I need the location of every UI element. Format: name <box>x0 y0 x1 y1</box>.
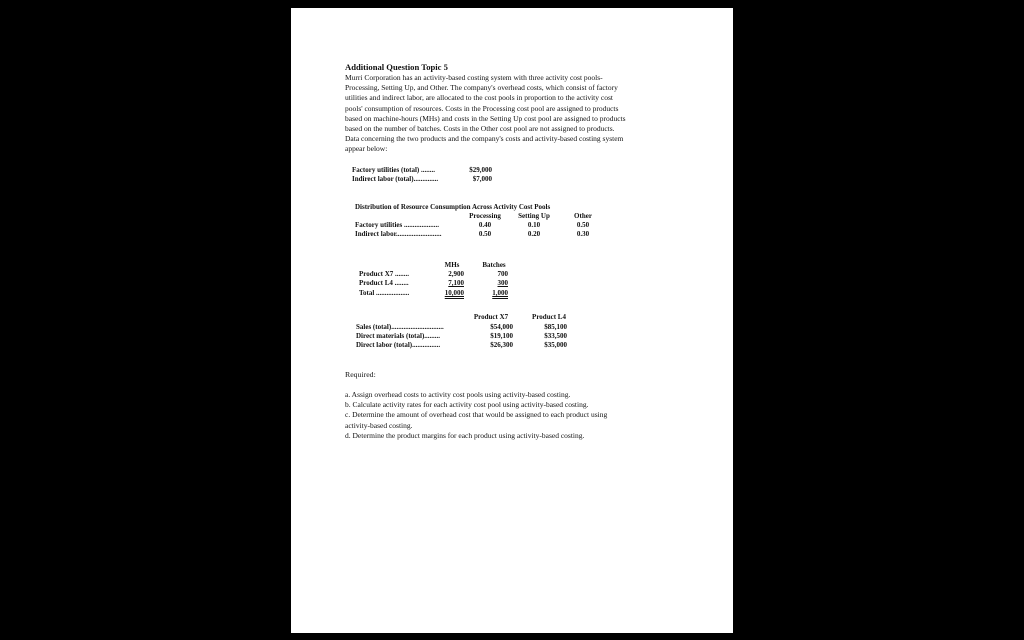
activity-cell: 2,900 <box>448 270 464 278</box>
product-cell: $26,300 <box>490 341 513 349</box>
required-item: a. Assign overhead costs to activity cost pools using activity-based costing. <box>345 390 571 399</box>
distribution-cell: 0.50 <box>478 230 492 238</box>
required-list <box>345 390 675 441</box>
intro-line: Processing, Setting Up, and Other. The company's overhead costs, which consist of factory <box>345 83 618 93</box>
activity-cell: 7,100 <box>448 279 464 287</box>
activity-row-label: Product L4 ........ <box>359 279 409 287</box>
activity-cell: 300 <box>497 279 508 287</box>
intro-line: pools' consumption of resources. Costs in the Processing cost pool are assigned to products <box>345 103 619 113</box>
column-header: Product L4 <box>532 313 566 321</box>
required-heading: Required: <box>345 370 376 379</box>
intro-line: Data concerning the two products and the company's costs and activity-based costing system <box>345 134 624 144</box>
document-page <box>291 8 733 633</box>
intro-line: based on the number of batches. Costs in the Other cost pool are not assigned to products. <box>345 124 615 134</box>
distribution-row-label: Indirect labor.......................... <box>355 230 442 238</box>
activity-cell: 10,000 <box>444 289 464 297</box>
required-item: c. Determine the amount of overhead cost that would be assigned to each product using <box>345 410 608 420</box>
overhead-row-value: $7,000 <box>472 175 492 183</box>
overhead-row-label: Factory utilities (total) ........ <box>352 166 436 174</box>
distribution-cell: 0.30 <box>576 230 590 238</box>
product-cell: $19,100 <box>490 332 513 340</box>
intro-paragraph <box>345 73 685 155</box>
required-item: d. Determine the product margins for each product using activity-based costing. <box>345 430 585 440</box>
column-header: Batches <box>482 261 506 269</box>
product-cell: $35,000 <box>544 341 567 349</box>
column-header: Setting Up <box>518 212 550 220</box>
distribution-row-label: Factory utilities .................... <box>355 221 439 229</box>
intro-line: based on machine-hours (MHs) and costs in the Setting Up cost pool are assigned to products <box>345 113 626 123</box>
product-row-label: Direct materials (total)......... <box>356 332 441 340</box>
activity-cell: 1,000 <box>492 289 508 297</box>
activity-row-label: Product X7 ........ <box>359 270 410 278</box>
column-header: MHs <box>444 261 460 269</box>
intro-line: utilities and indirect labor, are allocated to the cost pools in proportion to the activity cost <box>345 93 613 103</box>
activity-cell: 700 <box>497 270 508 278</box>
overhead-row-value: $29,000 <box>469 166 492 174</box>
activity-row-label: Total ................... <box>359 289 410 297</box>
product-cell: $85,100 <box>544 323 567 331</box>
distribution-cell: 0.10 <box>527 221 541 229</box>
distribution-title: Distribution of Resource Consumption Across Activity Cost Pools <box>355 203 551 211</box>
product-cell: $54,000 <box>490 323 513 331</box>
distribution-cell: 0.50 <box>576 221 590 229</box>
column-header: Processing <box>469 212 501 220</box>
intro-line: Murri Corporation has an activity-based costing system with three activity cost pools- <box>345 73 603 82</box>
column-header: Other <box>574 212 592 220</box>
column-header: Product X7 <box>473 313 509 321</box>
required-item: activity-based costing. <box>345 420 413 430</box>
question-title: Additional Question Topic 5 <box>345 62 448 72</box>
product-row-label: Direct labor (total)................ <box>356 341 441 349</box>
intro-line: appear below: <box>345 144 388 154</box>
required-item: b. Calculate activity rates for each activity cost pool using activity-based costing. <box>345 400 589 410</box>
distribution-cell: 0.40 <box>478 221 492 229</box>
overhead-row-label: Indirect labor (total).............. <box>352 175 439 183</box>
product-row-label: Sales (total).............................. <box>356 323 444 331</box>
distribution-cell: 0.20 <box>527 230 541 238</box>
product-cell: $33,500 <box>544 332 567 340</box>
